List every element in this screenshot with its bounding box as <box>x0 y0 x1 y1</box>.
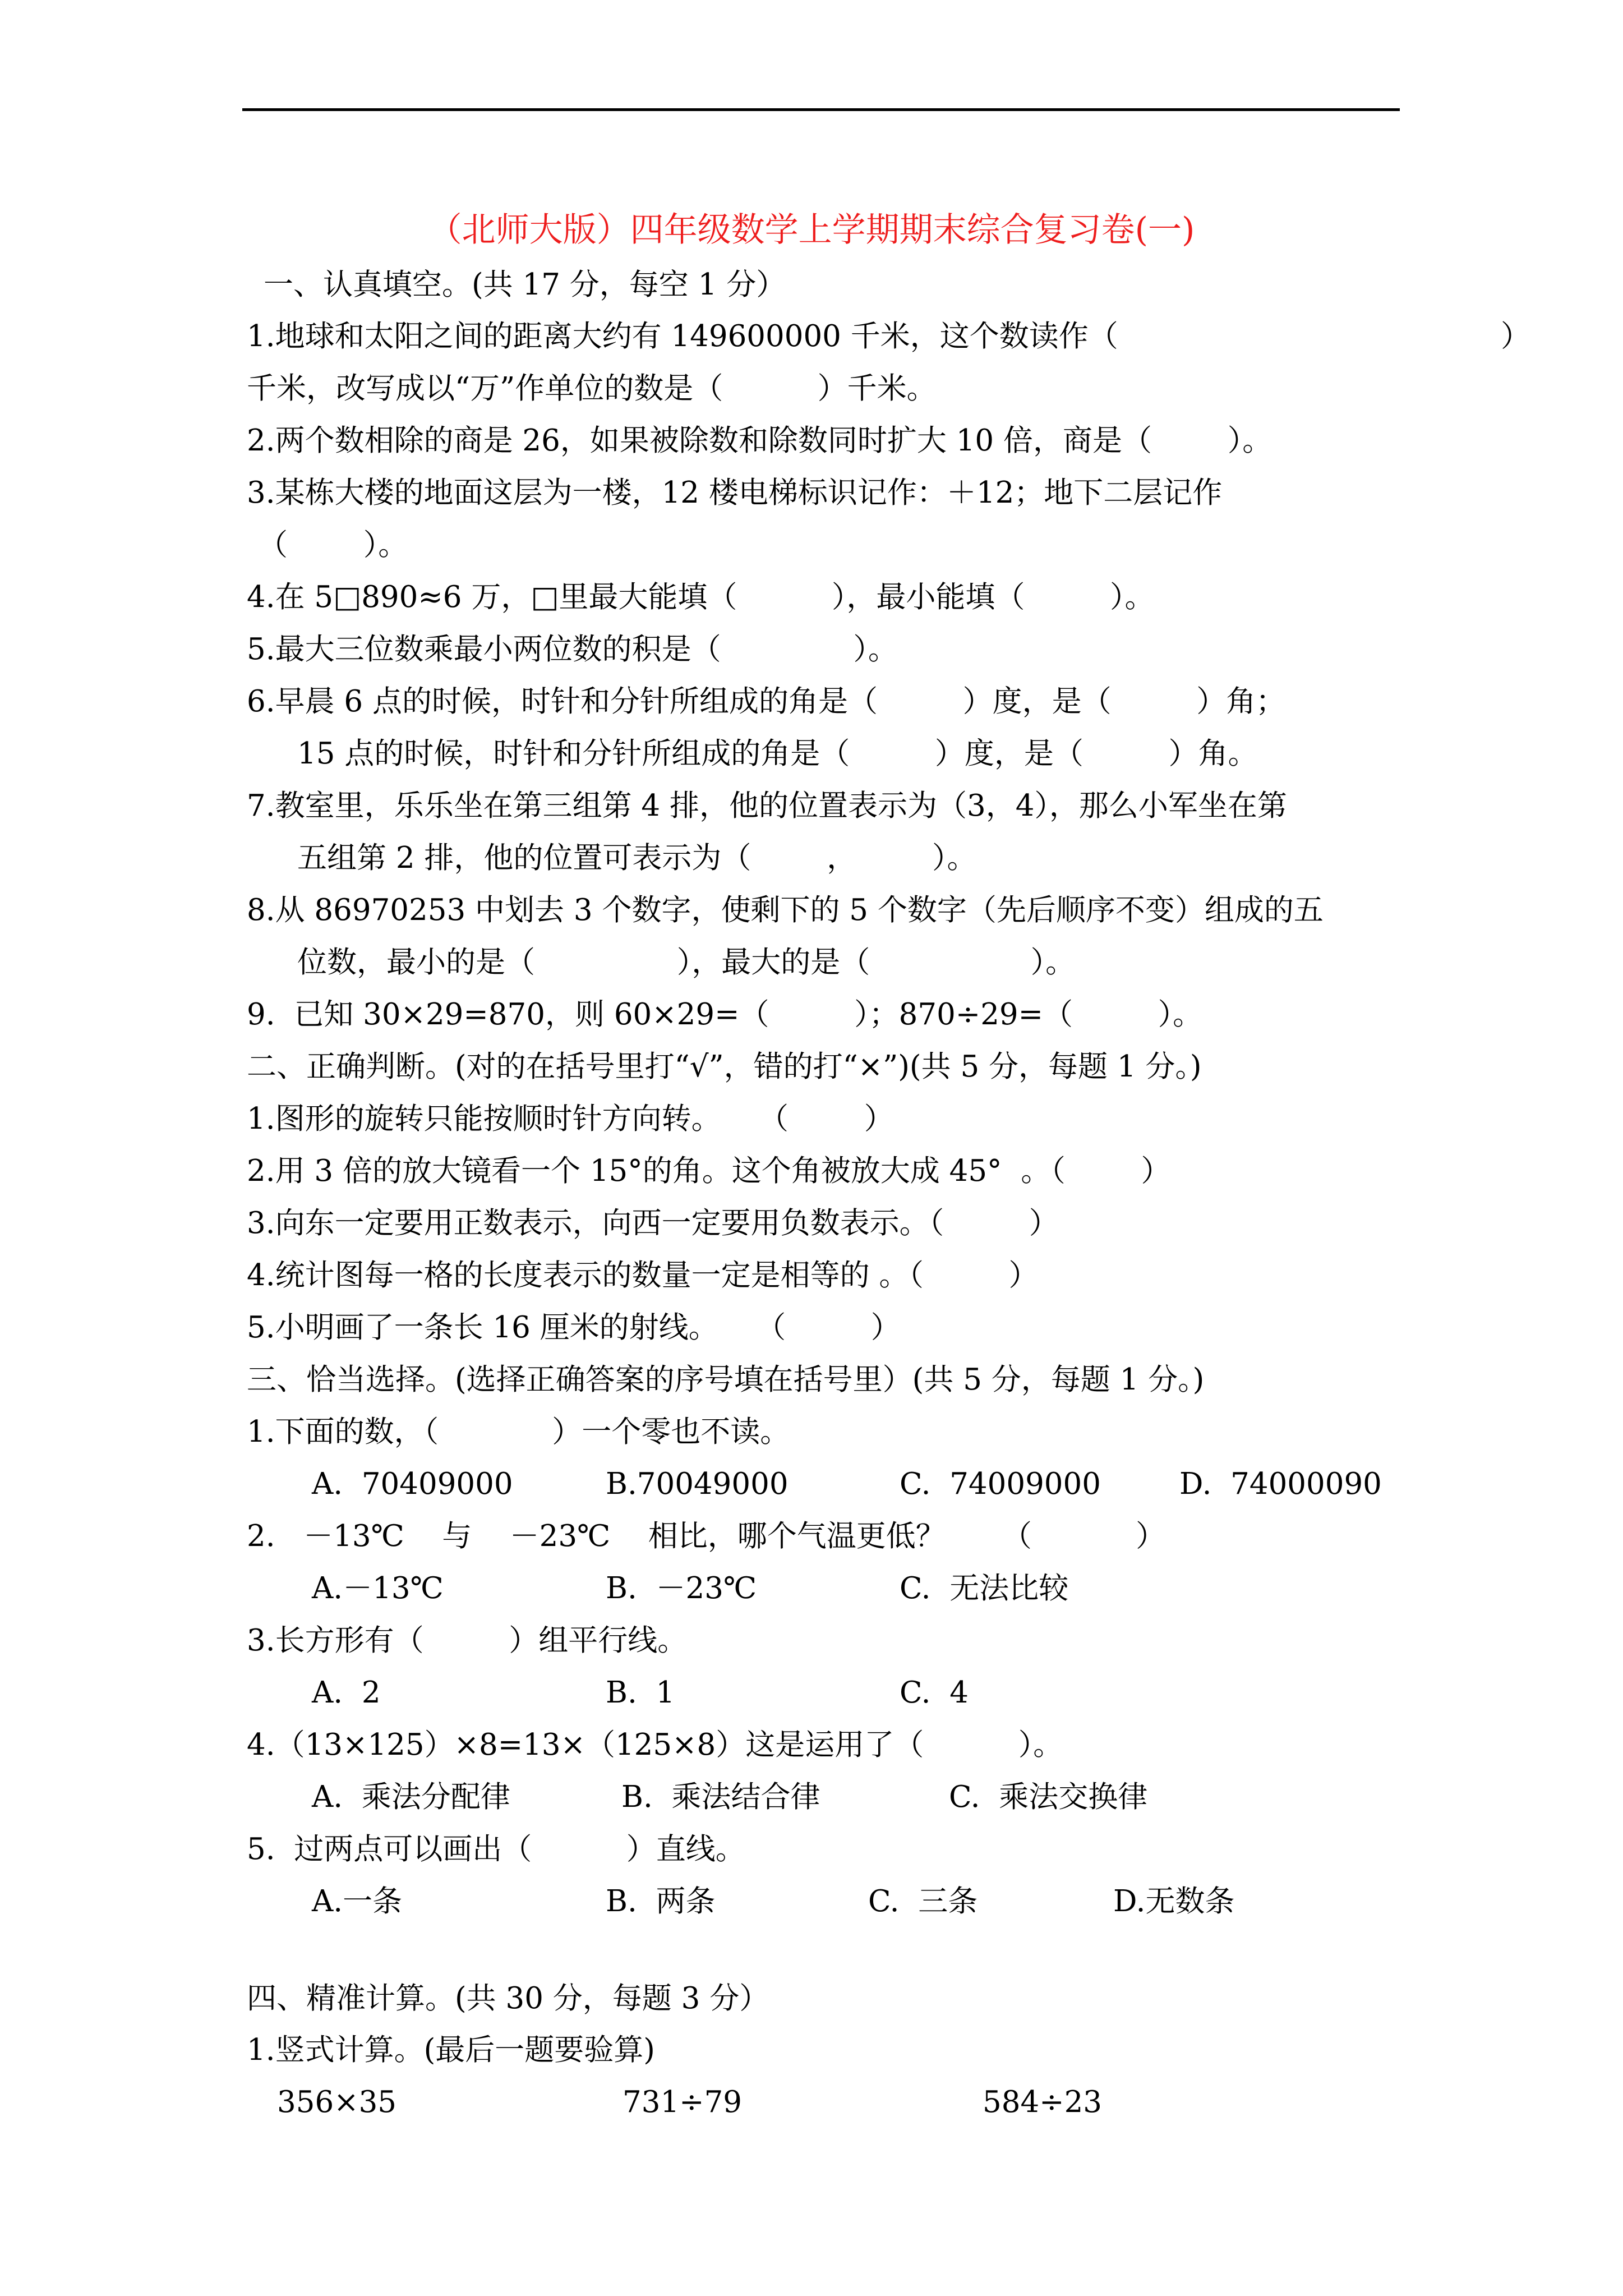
s1-heading: 一、认真填空。(共 17 分，每空 1 分） <box>264 268 786 302</box>
s3-q5-b: B. 两条 <box>606 1884 716 1918</box>
s4-q1: 1.竖式计算。(最后一题要验算) <box>247 2033 655 2067</box>
s3-q2: 2. －13℃ 与 －23℃ 相比，哪个气温更低？ （ ） <box>247 1519 1166 1553</box>
s3-q2-a: A.－13℃ <box>312 1571 444 1605</box>
s3-q4: 4.（13×125）×8=13×（125×8）这是运用了（ ）。 <box>247 1728 1063 1762</box>
s3-q3-a: A. 2 <box>312 1676 381 1710</box>
s3-heading: 三、恰当选择。(选择正确答案的序号填在括号里）(共 5 分，每题 1 分。) <box>247 1363 1205 1397</box>
s3-q1-b: B.70049000 <box>606 1467 789 1501</box>
s2-q1: 1.图形的旋转只能按顺时针方向转。 （ ） <box>247 1102 894 1136</box>
s1-q8-a: 8.从 86970253 中划去 3 个数字，使剩下的 5 个数字（先后顺序不变）组成的五 <box>247 893 1324 927</box>
s3-q5: 5. 过两点可以画出（ ）直线。 <box>247 1832 745 1866</box>
s1-q9: 9. 已知 30×29=870，则 60×29=（ ）；870÷29=（ ）。 <box>247 997 1203 1032</box>
s2-q3: 3.向东一定要用正数表示，向西一定要用负数表示。（ ） <box>247 1206 1059 1240</box>
s3-q4-b: B. 乘法结合律 <box>621 1780 820 1814</box>
top-rule <box>242 108 1400 111</box>
s3-q5-d: D.无数条 <box>1113 1884 1235 1918</box>
s3-q1-a: A. 70409000 <box>312 1467 513 1501</box>
s2-q4: 4.统计图每一格的长度表示的数量一定是相等的 。（ ） <box>247 1258 1039 1292</box>
s1-q7-a: 7.教室里，乐乐坐在第三组第 4 排，他的位置表示为（3，4），那么小军坐在第 <box>247 789 1287 823</box>
s2-heading: 二、正确判断。(对的在括号里打“√”，错的打“×”)(共 5 分，每题 1 分。) <box>247 1050 1202 1084</box>
s3-q4-c: C. 乘法交换律 <box>949 1780 1148 1814</box>
s3-q3: 3.长方形有（ ）组平行线。 <box>247 1623 688 1658</box>
s4-q1-b: 731÷79 <box>623 2085 743 2119</box>
s1-q8-b: 位数，最小的是（ ），最大的是（ ）。 <box>297 945 1076 979</box>
s3-q1-c: C. 74009000 <box>900 1467 1101 1501</box>
s1-q3-b: （ ）。 <box>258 528 408 562</box>
s1-q5: 5.最大三位数乘最小两位数的积是（ ）。 <box>247 632 898 666</box>
s1-q1-a-close: ） <box>1501 319 1530 353</box>
s4-q1-a: 356×35 <box>277 2085 397 2119</box>
s1-q2: 2.两个数相除的商是 26，如果被除数和除数同时扩大 10 倍，商是（ ）。 <box>247 424 1272 458</box>
s1-q3-a: 3.某栋大楼的地面这层为一楼，12 楼电梯标识记作：＋12；地下二层记作 <box>247 476 1223 510</box>
s3-q1-d: D. 74000090 <box>1179 1467 1382 1501</box>
s1-q6-b: 15 点的时候，时针和分针所组成的角是（ ）度，是（ ）角。 <box>297 737 1258 771</box>
s1-q7-b: 五组第 2 排，他的位置可表示为（ ， ）。 <box>297 841 977 875</box>
s3-q1: 1.下面的数，（ ）一个零也不读。 <box>247 1415 790 1449</box>
s3-q3-c: C. 4 <box>900 1676 969 1710</box>
s1-q4: 4.在 5□890≈6 万，□里最大能填（ ），最小能填（ ）。 <box>247 580 1155 614</box>
s2-q5: 5.小明画了一条长 16 厘米的射线。 （ ） <box>247 1310 901 1345</box>
s3-q3-b: B. 1 <box>606 1676 675 1710</box>
s4-q1-c: 584÷23 <box>983 2085 1103 2119</box>
s4-heading: 四、精准计算。(共 30 分，每题 3 分） <box>247 1981 769 2016</box>
s1-q1-b: 千米，改写成以“万”作单位的数是（ ）千米。 <box>247 371 937 406</box>
s1-q1-a: 1.地球和太阳之间的距离大约有 149600000 千米，这个数读作（ <box>247 319 1118 353</box>
s3-q2-b: B. －23℃ <box>606 1571 757 1605</box>
s1-q6-a: 6.早晨 6 点的时候，时针和分针所组成的角是（ ）度，是（ ）角； <box>247 684 1286 719</box>
s3-q5-a: A.一条 <box>312 1884 403 1918</box>
s3-q2-c: C. 无法比较 <box>900 1571 1069 1605</box>
s3-q4-a: A. 乘法分配律 <box>312 1780 510 1814</box>
s3-q5-c: C. 三条 <box>868 1884 978 1918</box>
s2-q2: 2.用 3 倍的放大镜看一个 15°的角。这个角被放大成 45° 。（ ） <box>247 1154 1171 1188</box>
page-title: （北师大版）四年级数学上学期期末综合复习卷(一) <box>428 210 1195 250</box>
